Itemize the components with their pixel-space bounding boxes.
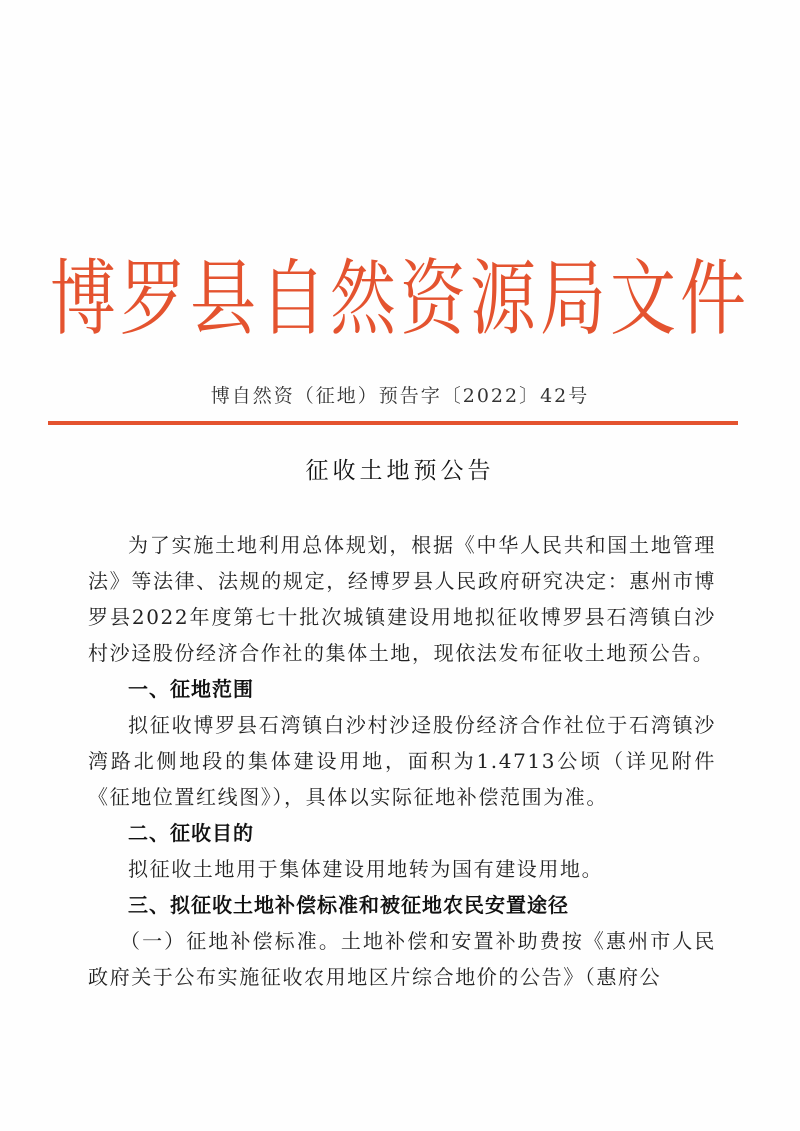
intro-paragraph: 为了实施土地利用总体规划，根据《中华人民共和国土地管理法》等法律、法规的规定，经博罗县人民政府研究决定：惠州市博罗县2022年度第七十批次城镇建设用地拟征收博罗县石湾镇白沙村沙迳股份经济合作社的集体土地，现依法发布征收土地预公告。 (88, 533, 716, 665)
document-body (88, 527, 716, 995)
document-title: 征收土地预公告 (305, 458, 495, 484)
section-heading-compensation: 三、拟征收土地补偿标准和被征地农民安置途径 (128, 893, 569, 917)
section-scope-body: 拟征收博罗县石湾镇白沙村沙迳股份经济合作社位于石湾镇沙湾路北侧地段的集体建设用地，面积为1.4713公顷（详见附件《征地位置红线图》），具体以实际征地补偿范围为准。 (88, 713, 716, 809)
section-heading-scope: 一、征地范围 (128, 677, 254, 701)
section-heading-purpose: 二、征收目的 (128, 821, 254, 845)
red-divider-rule (48, 421, 738, 425)
section-purpose-body: 拟征收土地用于集体建设用地转为国有建设用地。 (128, 857, 604, 881)
document-number: 博自然资（征地）预告字〔2022〕42号 (210, 385, 590, 407)
issuer-header: 博罗县自然资源局文件 (50, 250, 750, 347)
section-compensation-sub1: （一）征地补偿标准。土地补偿和安置补助费按《惠州市人民政府关于公布实施征收农用地区片综合地价的公告》（惠府公 (88, 929, 716, 989)
